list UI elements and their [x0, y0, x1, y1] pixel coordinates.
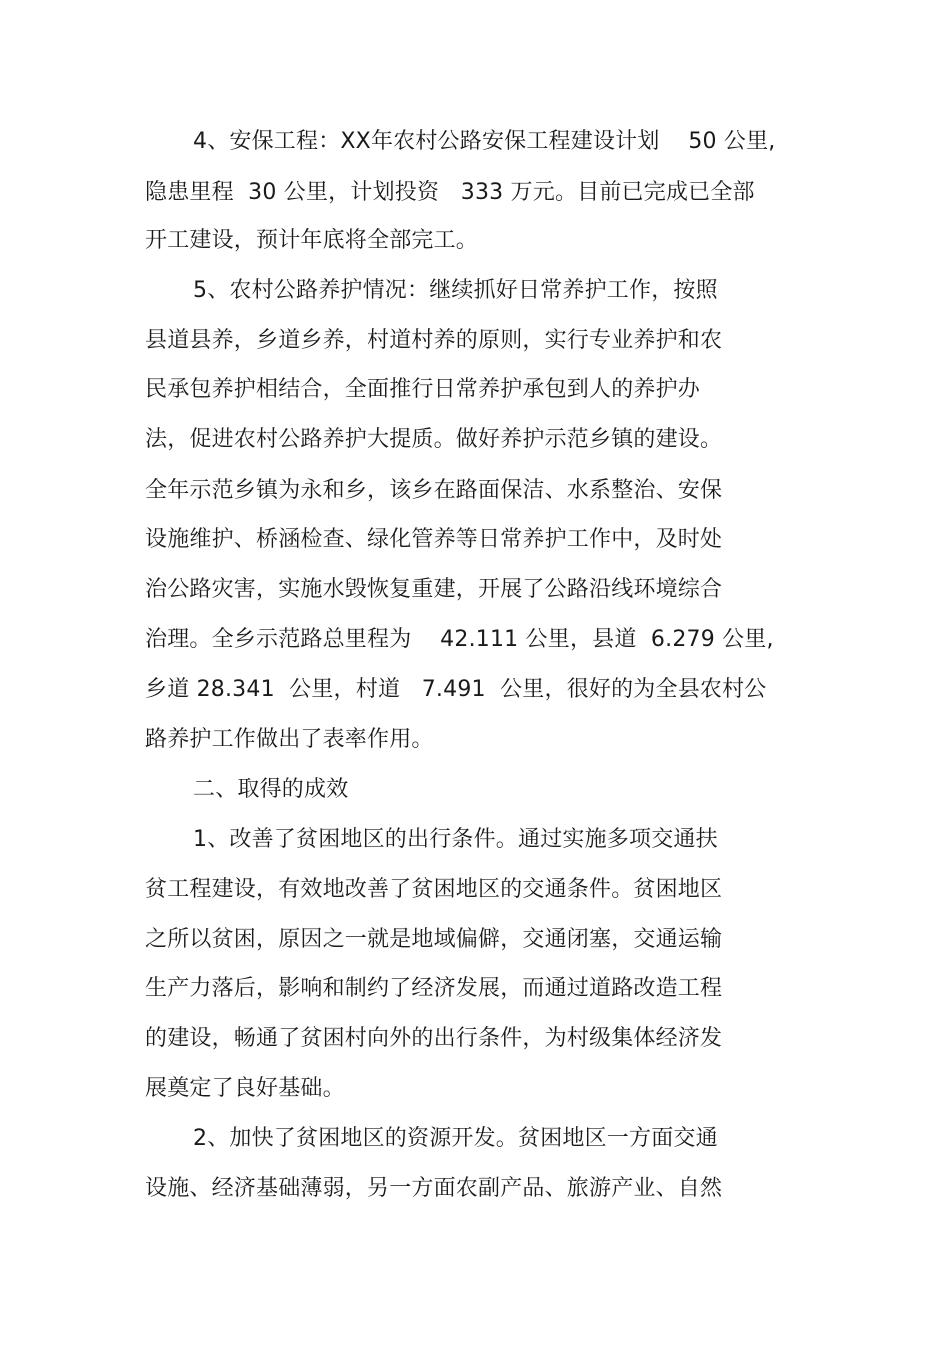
text-line: 之所以贫困，原因之一就是地域偏僻，交通闭塞，交通运输: [145, 927, 723, 952]
text-line: 乡道 28.341 公里，村道 7.491 公里，很好的为全县农村公: [145, 677, 767, 702]
text-line: 县道县养，乡道乡养，村道村养的原则，实行专业养护和农: [145, 328, 723, 353]
text-line: 全年示范乡镇为永和乡，该乡在路面保洁、水系整治、安保: [145, 478, 723, 503]
text-line: 的建设，畅通了贫困村向外的出行条件，为村级集体经济发: [145, 1026, 723, 1051]
text-line: 法，促进农村公路养护大提质。做好养护示范乡镇的建设。: [145, 427, 723, 452]
text-line: 治理。全乡示范路总里程为 42.111 公里，县道 6.279 公里,: [145, 627, 774, 652]
text-line: 设施、经济基础薄弱，另一方面农副产品、旅游产业、自然: [145, 1176, 723, 1201]
text-line: 贫工程建设，有效地改善了贫困地区的交通条件。贫困地区: [145, 877, 723, 902]
text-line: 2、加快了贫困地区的资源开发。贫困地区一方面交通: [193, 1126, 718, 1151]
text-line: 隐患里程 30 公里，计划投资 333 万元。目前已完成已全部: [145, 180, 755, 205]
text-line: 治公路灾害，实施水毁恢复重建，开展了公路沿线环境综合: [145, 577, 723, 602]
text-line: 路养护工作做出了表率作用。: [145, 727, 434, 752]
text-line: 设施维护、桥涵检查、绿化管养等日常养护工作中，及时处: [145, 527, 723, 552]
text-line: 5、农村公路养护情况：继续抓好日常养护工作，按照: [193, 278, 718, 303]
text-line: 1、改善了贫困地区的出行条件。通过实施多项交通扶: [193, 827, 718, 852]
text-line: 开工建设，预计年底将全部完工。: [145, 228, 479, 253]
text-line: 生产力落后，影响和制约了经济发展，而通过道路改造工程: [145, 976, 723, 1001]
text-line: 民承包养护相结合，全面推行日常养护承包到人的养护办: [145, 377, 701, 402]
section-heading: 二、取得的成效: [193, 777, 349, 802]
text-line: 展奠定了良好基础。: [145, 1076, 345, 1101]
text-line: 4、安保工程：XX年农村公路安保工程建设计划 50 公里,: [193, 129, 776, 154]
